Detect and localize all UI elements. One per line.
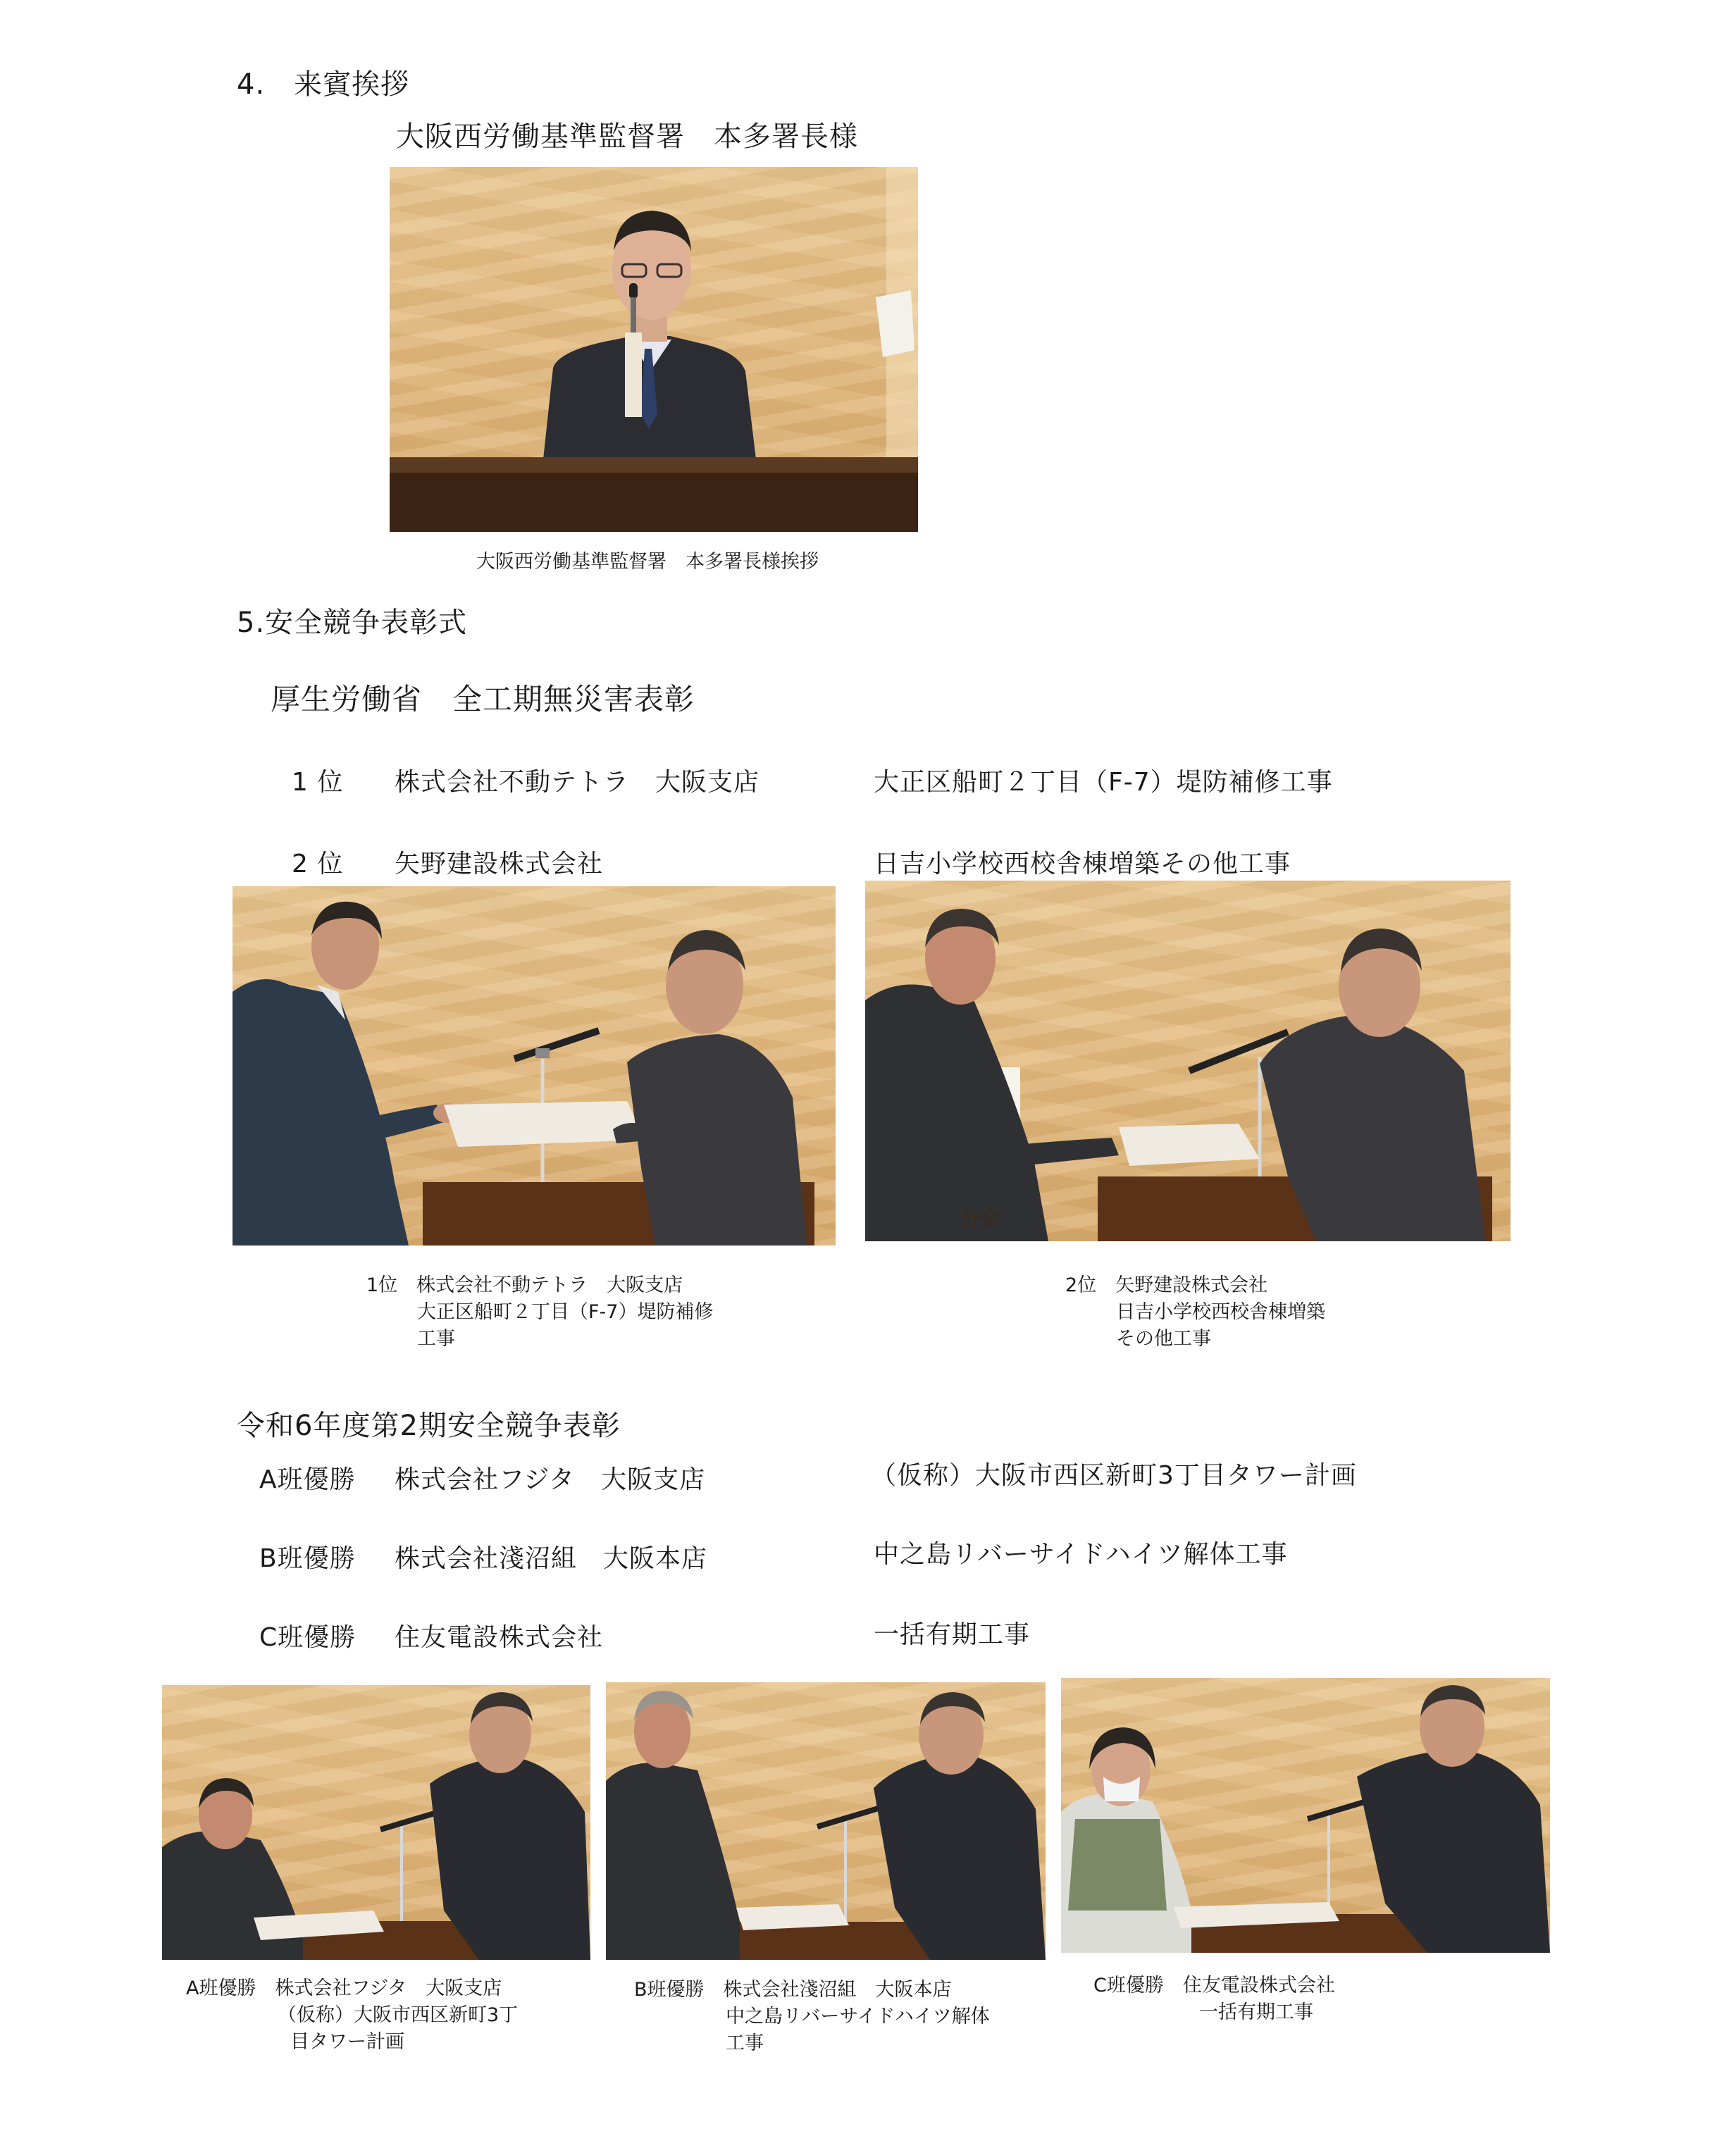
rank-project: 大正区船町２丁目（F-7）堤防補修工事 — [874, 768, 1333, 797]
rank-2-photo-caption — [1065, 1272, 1325, 1353]
team-label: B班優勝 — [259, 1544, 356, 1573]
caption-line: A班優勝 株式会社フジタ 大阪支店 — [186, 1977, 502, 1999]
caption-line: 工事 — [726, 2032, 764, 2054]
rank-label: 1 位 — [292, 768, 344, 797]
rank-company: 株式会社不動テトラ 大阪支店 — [395, 768, 760, 797]
guest-name: 大阪西労働基準監督署 本多署長様 — [396, 120, 858, 153]
backdrop-sign: 分会 — [960, 1207, 1000, 1230]
speech-photo-caption: 大阪西労働基準監督署 本多署長様挨拶 — [476, 551, 819, 573]
rank-1-photo-caption — [366, 1272, 713, 1353]
caption-line: C班優勝 住友電設株式会社 — [1093, 1975, 1335, 1996]
caption-line: （仮称）大阪市西区新町3丁 — [278, 2004, 519, 2026]
caption-line: 日吉小学校西校舎棟増築 — [1116, 1301, 1325, 1323]
speech-photo — [390, 167, 918, 532]
team-b-photo-caption — [634, 1977, 990, 2057]
caption-line: 1位 株式会社不動テトラ 大阪支店 — [366, 1274, 683, 1296]
team-project: 中之島リバーサイドハイツ解体工事 — [874, 1540, 1288, 1569]
reiwa-award-heading: 令和6年度第2期安全競争表彰 — [237, 1410, 621, 1442]
team-project: 一括有期工事 — [874, 1620, 1031, 1649]
team-company: 住友電設株式会社 — [395, 1623, 604, 1652]
team-c-photo-caption — [1093, 1973, 1335, 2026]
team-label: C班優勝 — [259, 1623, 356, 1652]
caption-line: その他工事 — [1116, 1328, 1211, 1350]
mhlw-award-heading: 厚生労働省 全工期無災害表彰 — [271, 682, 695, 716]
team-label: A班優勝 — [259, 1465, 356, 1494]
rank-2-award-photo — [865, 881, 1511, 1241]
caption-line: 目タワー計画 — [290, 2031, 404, 2053]
caption-line: 一括有期工事 — [1199, 2001, 1313, 2023]
caption-line: B班優勝 株式会社淺沼組 大阪本店 — [634, 1979, 952, 2001]
rank-company: 矢野建設株式会社 — [395, 850, 604, 878]
team-c-award-photo — [1061, 1678, 1550, 1953]
rank-1-award-photo — [232, 886, 836, 1246]
team-company: 株式会社フジタ 大阪支店 — [395, 1465, 706, 1494]
team-a-photo-caption — [186, 1975, 518, 2056]
caption-line: 大正区船町２丁目（F-7）堤防補修 — [417, 1301, 714, 1323]
rank-label: 2 位 — [292, 850, 344, 878]
caption-line: 中之島リバーサイドハイツ解体 — [726, 2006, 990, 2027]
caption-line: 2位 矢野建設株式会社 — [1065, 1274, 1268, 1296]
team-company: 株式会社淺沼組 大阪本店 — [395, 1544, 708, 1573]
team-a-award-photo — [162, 1685, 590, 1960]
section-5-heading: 5.安全競争表彰式 — [237, 607, 468, 639]
caption-line: 工事 — [417, 1328, 455, 1350]
rank-project: 日吉小学校西校舎棟増築その他工事 — [874, 850, 1291, 878]
team-project: （仮称）大阪市西区新町3丁目タワー計画 — [871, 1461, 1357, 1490]
team-b-award-photo — [606, 1682, 1046, 1960]
section-4-heading: 4. 来賓挨拶 — [237, 68, 410, 101]
